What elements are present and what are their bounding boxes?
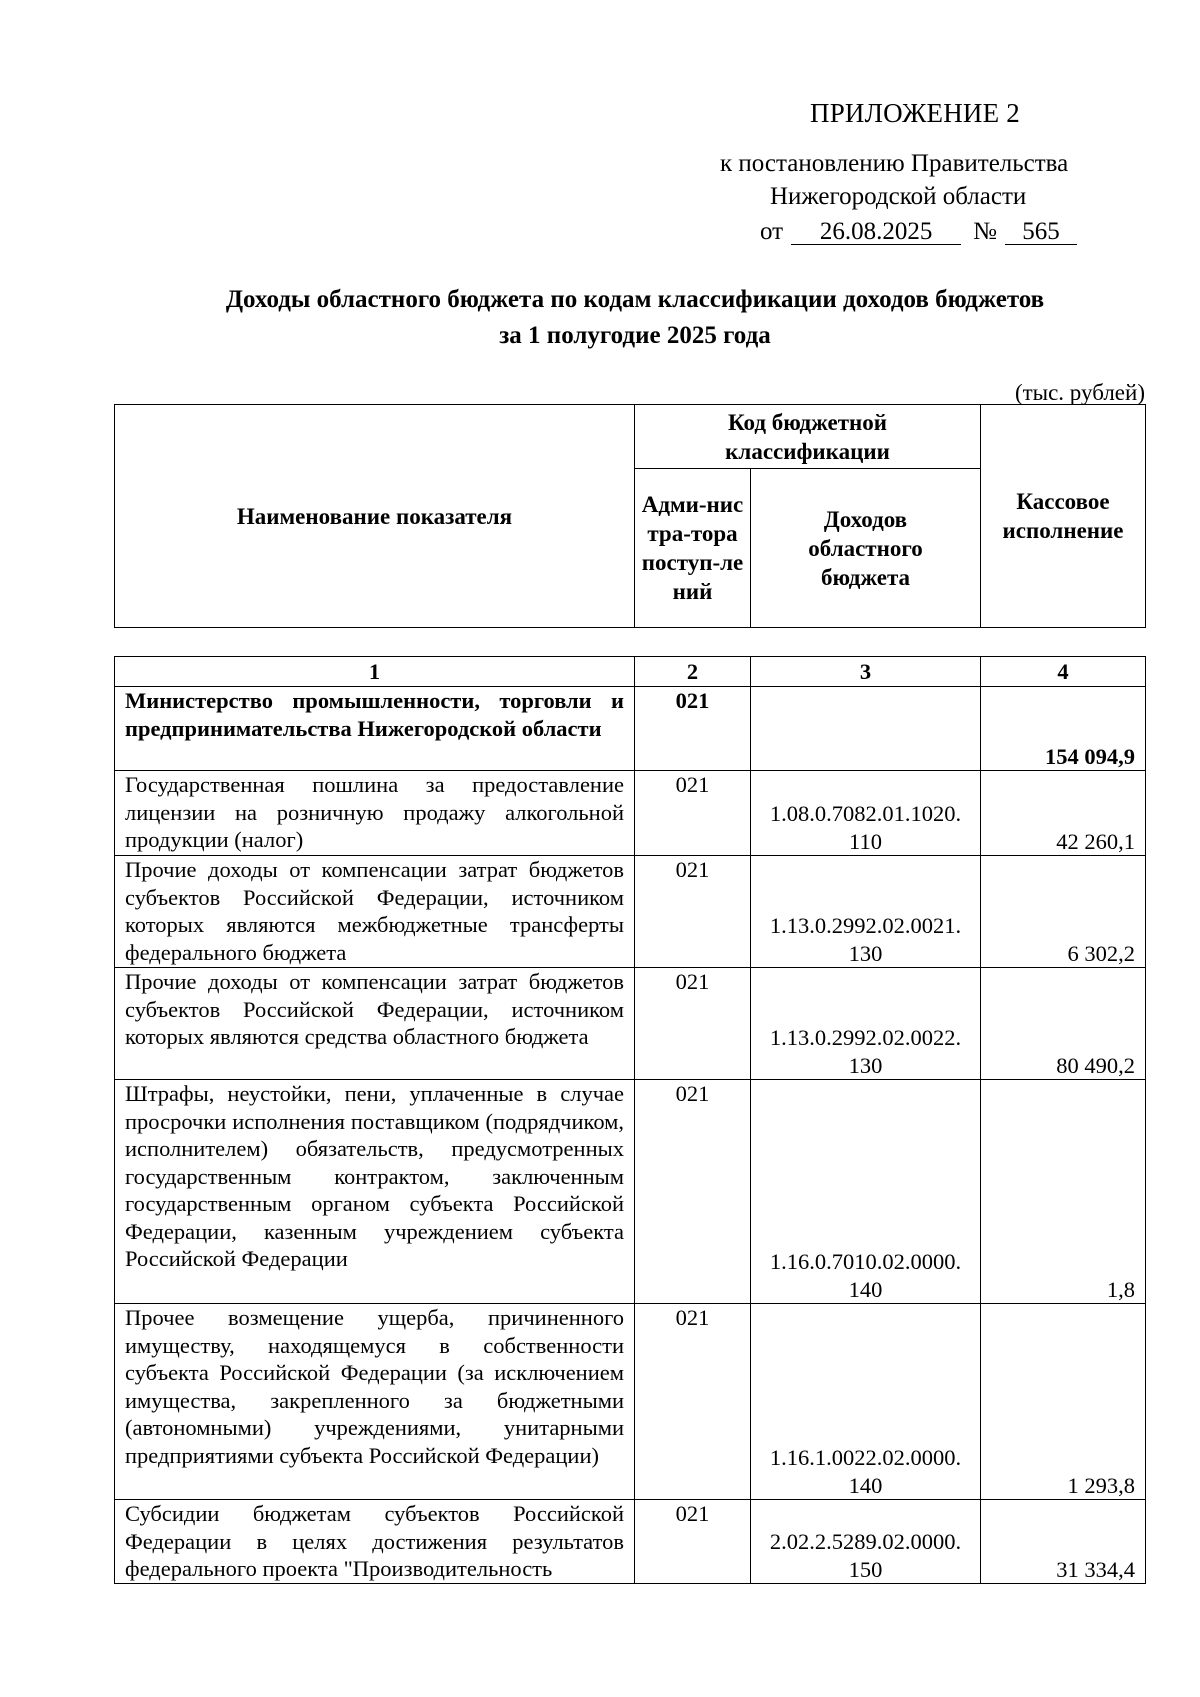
- document-title-line1: Доходы областного бюджета по кодам классификации доходов бюджетов: [225, 286, 1045, 313]
- row-income-code: [751, 687, 981, 771]
- row-amount: 31 334,4: [981, 1500, 1146, 1584]
- header-admin: [635, 469, 751, 628]
- row-name: Министерство промышленности, торговли и предпринимательства Нижегородской области: [115, 687, 635, 771]
- decree-reference-line1: к постановлению Правительства: [720, 150, 1069, 177]
- row-income-code: 2.02.2.5289.02.0000. 150: [751, 1500, 981, 1584]
- row-admin-code: 021: [635, 687, 751, 771]
- column-number: 1: [115, 657, 635, 687]
- row-name: Прочие доходы от компенсации затрат бюджетов субъектов Российской Федерации, источником которых являются межбюджетные трансферты федерального бюджета: [115, 856, 635, 968]
- row-name: Субсидии бюджетам субъектов Российской Федерации в целях достижения результатов федерального проекта "Производительность: [115, 1500, 635, 1584]
- row-income-code: 1.16.0.7010.02.0000. 140: [751, 1080, 981, 1304]
- units-label: (тыс. рублей): [1014, 380, 1145, 405]
- decree-number: 565: [1005, 219, 1077, 245]
- row-admin-code: 021: [635, 968, 751, 1080]
- table-row: [115, 1080, 1146, 1304]
- number-label: №: [973, 218, 997, 245]
- decree-date-number: [760, 218, 1077, 246]
- row-amount: 1,8: [981, 1080, 1146, 1304]
- table-header: [114, 404, 1146, 628]
- column-numbers-row: [115, 657, 1146, 687]
- row-income-code: 1.16.1.0022.02.0000. 140: [751, 1304, 981, 1500]
- row-admin-code: 021: [635, 856, 751, 968]
- row-income-code: 1.13.0.2992.02.0022. 130: [751, 968, 981, 1080]
- header-income: Доходов областного бюджета: [751, 469, 981, 628]
- row-income-code: 1.13.0.2992.02.0021. 130: [751, 856, 981, 968]
- row-admin-code: 021: [635, 771, 751, 856]
- header-execution: Кассовое исполнение: [981, 405, 1146, 628]
- row-amount: 42 260,1: [981, 771, 1146, 856]
- decree-reference-line2: Нижегородской области: [770, 183, 1027, 210]
- row-admin-code: 021: [635, 1500, 751, 1584]
- row-amount: 154 094,9: [981, 687, 1146, 771]
- row-name: Прочие доходы от компенсации затрат бюджетов субъектов Российской Федерации, источником которых являются средства областного бюджета: [115, 968, 635, 1080]
- column-number: 2: [635, 657, 751, 687]
- table-row: [115, 968, 1146, 1080]
- appendix-title: ПРИЛОЖЕНИЕ 2: [810, 98, 1020, 128]
- column-number: 3: [751, 657, 981, 687]
- row-income-code: 1.08.0.7082.01.1020. 110: [751, 771, 981, 856]
- header-admin-label: Адми-нистра-тора поступ-лений: [641, 492, 744, 604]
- header-code-group: Код бюджетной классификации: [635, 405, 981, 469]
- header-name: Наименование показателя: [115, 405, 635, 628]
- row-name: Прочее возмещение ущерба, причиненного имуществу, находящемуся в собственности субъекта Российской Федерации (за исключением имущества, закрепленного за бюджетными (автономными) учреждениями, унитарными предприятиями субъекта Российской Федерации): [115, 1304, 635, 1500]
- table-row: [115, 771, 1146, 856]
- row-admin-code: 021: [635, 1080, 751, 1304]
- from-label: от: [760, 218, 784, 245]
- table-row: [115, 687, 1146, 771]
- row-amount: 6 302,2: [981, 856, 1146, 968]
- column-number: 4: [981, 657, 1146, 687]
- row-admin-code: 021: [635, 1304, 751, 1500]
- table-row: [115, 856, 1146, 968]
- table-row: [115, 1304, 1146, 1500]
- revenue-table: [114, 656, 1146, 1584]
- row-amount: 80 490,2: [981, 968, 1146, 1080]
- document-title-line2: за 1 полугодие 2025 года: [499, 322, 771, 349]
- decree-date: 26.08.2025: [791, 219, 961, 245]
- row-name: Государственная пошлина за предоставление лицензии на розничную продажу алкогольной продукции (налог): [115, 771, 635, 856]
- table-row: [115, 1500, 1146, 1584]
- row-name: Штрафы, неустойки, пени, уплаченные в случае просрочки исполнения поставщиком (подрядчиком, исполнителем) обязательств, предусмотренных государственным контрактом, заключенным государственным органом субъекта Российской Федерации, казенным учреждением субъекта Российской Федерации: [115, 1080, 635, 1304]
- document-title: [0, 282, 1200, 354]
- row-amount: 1 293,8: [981, 1304, 1146, 1500]
